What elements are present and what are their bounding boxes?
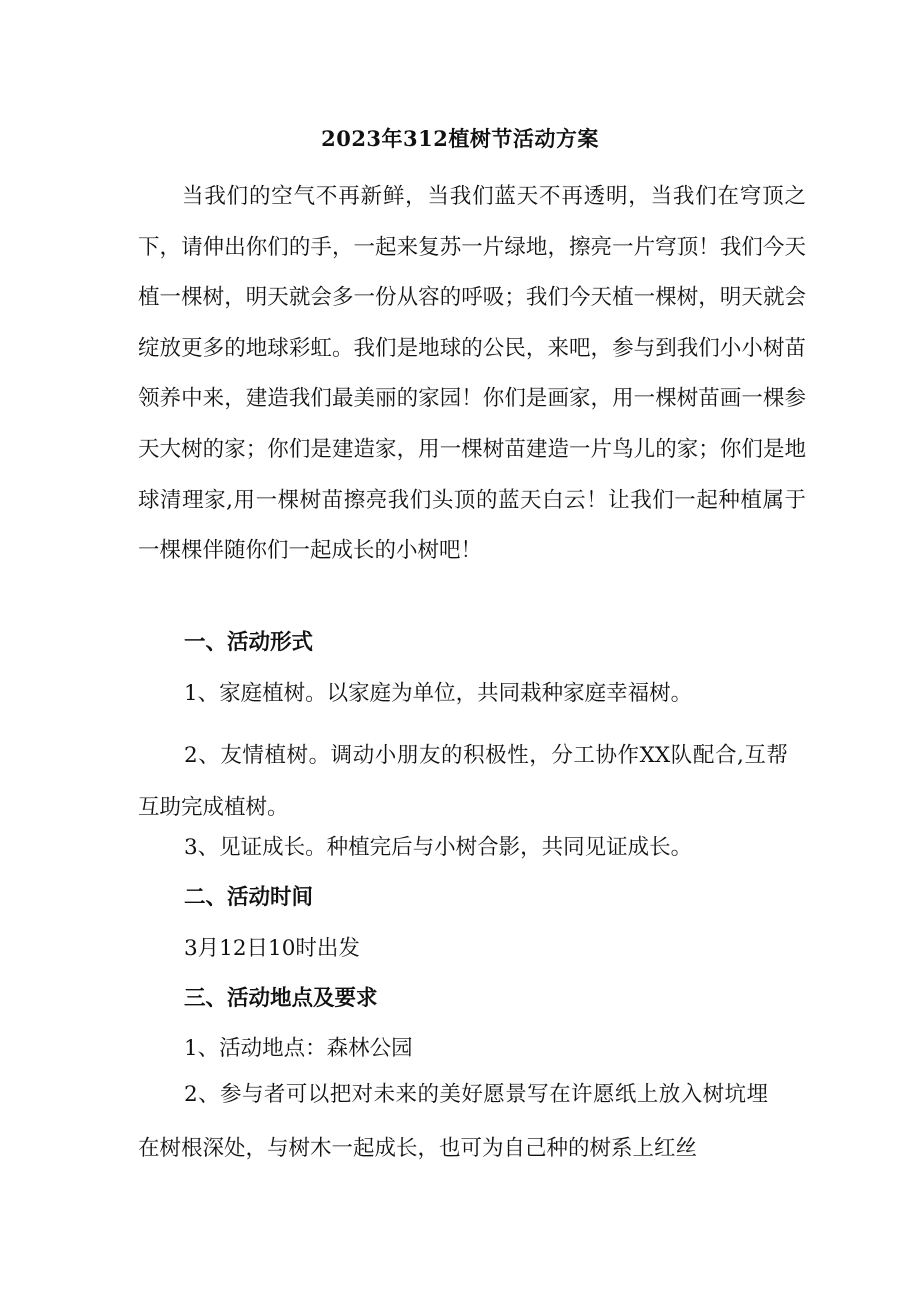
intro-paragraph: 当我们的空气不再新鲜，当我们蓝天不再透明，当我们在穹顶之下，请伸出你们的手，一起来复苏一片绿地，擦亮一片穹顶！我们今天植一棵树，明天就会多一份从容的呼吸；我们今天植一棵树，明天就会绽放更多的地球彩虹。我们是地球的公民，来吧，参与到我们小小树苗领养中来，建造我们最美丽的家园！你们是画家，用一棵树苗画一棵参天大树的家；你们是建造家，用一棵树苗建造一片鸟儿的家；你们是地球清理家,用一棵树苗擦亮我们头顶的蓝天白云！让我们一起种植属于一棵棵伴随你们一起成长的小树吧！ (138, 184, 806, 564)
activity-time-value: 3月12日10时出发 (184, 936, 360, 961)
section-heading-activity-time: 二、活动时间 (184, 885, 314, 910)
location-item-1: 1、活动地点：森林公园 (184, 1036, 413, 1061)
activity-form-item-3: 3、见证成长。种植完后与小树合影，共同见证成长。 (184, 835, 693, 860)
section-heading-activity-form: 一、活动形式 (184, 630, 314, 655)
location-item-2: 2、参与者可以把对未来的美好愿景写在许愿纸上放入树坑埋在树根深处，与树木一起成长，也可为自己种的树系上红丝 (138, 1082, 768, 1161)
section-heading-location-requirements: 三、活动地点及要求 (184, 986, 378, 1011)
activity-form-item-1: 1、家庭植树。以家庭为单位，共同栽种家庭幸福树。 (184, 681, 693, 706)
document-title: 2023年312植树节活动方案 (321, 126, 599, 151)
activity-form-item-2: 2、友情植树。调动小朋友的积极性，分工协作XX队配合,互帮互助完成植树。 (138, 743, 788, 820)
